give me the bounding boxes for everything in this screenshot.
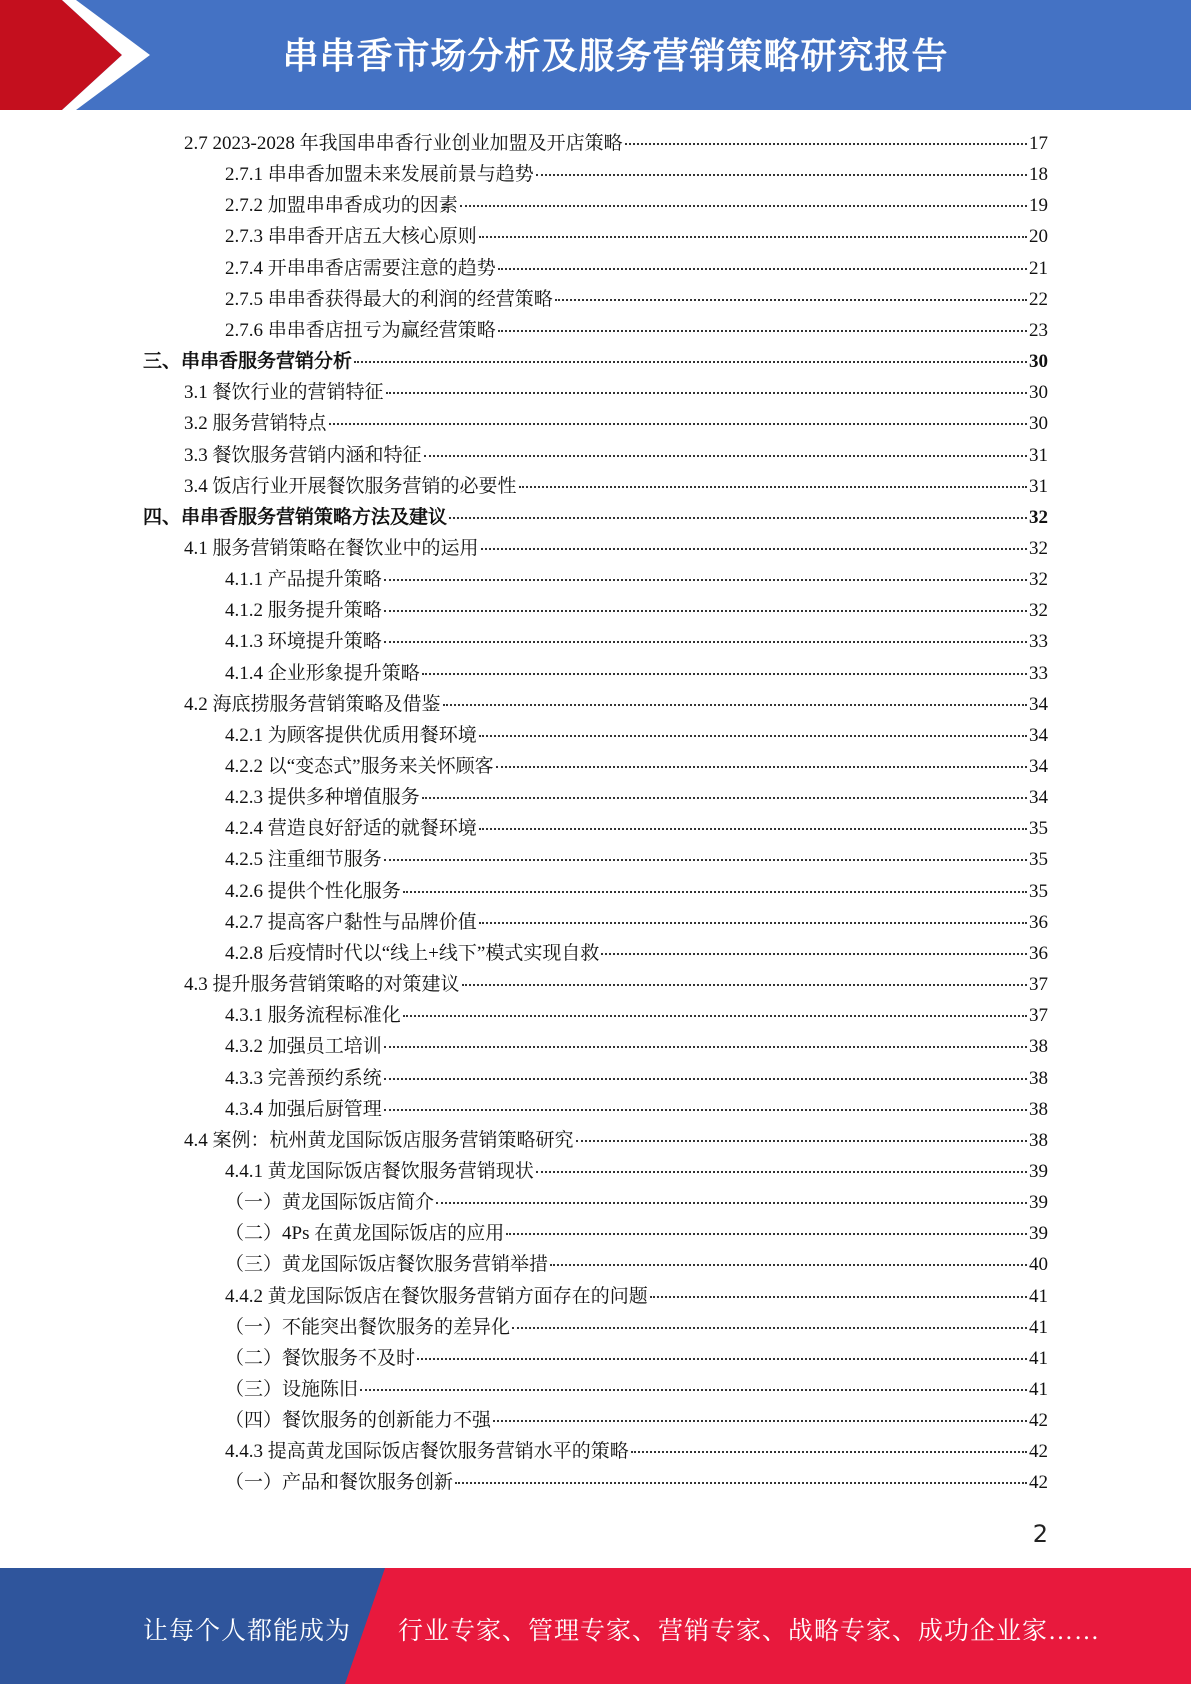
toc-dot-leader — [384, 858, 1027, 861]
report-title: 串串香市场分析及服务营销策略研究报告 — [282, 36, 949, 77]
toc-entry[interactable] — [225, 1405, 1048, 1436]
toc-entry-label: 4.3 提升服务营销策略的对策建议 — [184, 974, 460, 996]
toc-dot-leader — [422, 796, 1027, 799]
toc-entry[interactable] — [184, 969, 1048, 1000]
toc-dot-leader — [329, 422, 1027, 425]
toc-entry-label: 4.2.2 以“变态式”服务来关怀顾客 — [225, 756, 494, 777]
toc-entry[interactable] — [225, 595, 1048, 626]
toc-dot-leader — [479, 235, 1027, 238]
toc-entry-label: （四）餐饮服务的创新能力不强 — [225, 1410, 492, 1432]
toc-entry[interactable] — [184, 408, 1048, 439]
toc-dot-leader — [625, 142, 1027, 145]
toc-dot-leader — [384, 609, 1027, 612]
toc-entry[interactable] — [184, 440, 1048, 471]
toc-entry-label: 4.2.7 提高客户黏性与品牌价值 — [225, 911, 477, 933]
toc-entry-label: 2.7.3 串串香开店五大核心原则 — [225, 226, 477, 248]
toc-entry-page: 32 — [1029, 537, 1048, 559]
toc-entry-page: 17 — [1029, 133, 1048, 154]
toc-dot-leader — [384, 1108, 1027, 1111]
toc-entry[interactable] — [225, 1249, 1048, 1280]
toc-dot-leader — [443, 703, 1027, 706]
toc-entry-label: 4.2 海底捞服务营销策略及借鉴 — [184, 693, 441, 715]
toc-entry-page: 18 — [1029, 164, 1048, 186]
toc-dot-leader — [536, 173, 1027, 176]
toc-entry-label: 三、串串香服务营销分析 — [143, 351, 353, 373]
toc-entry[interactable] — [225, 1094, 1048, 1125]
toc-entry-label: 4.2.8 后疫情时代以“线上+线下”模式实现自救 — [225, 942, 600, 964]
toc-dot-leader — [631, 1450, 1027, 1453]
toc-entry-label: 4.1.4 企业形象提升策略 — [225, 662, 420, 684]
toc-entry-page: 32 — [1029, 506, 1048, 528]
toc-entry-label: 3.4 饭店行业开展餐饮服务营销的必要性 — [184, 475, 517, 497]
toc-entry-label: （一）黄龙国际饭店简介 — [225, 1192, 435, 1214]
toc-dot-leader — [403, 890, 1027, 893]
toc-entry-page: 31 — [1029, 475, 1048, 497]
toc-entry-label: 4.2.4 营造良好舒适的就餐环境 — [225, 818, 477, 840]
toc-entry-label: 4.1 服务营销策略在餐饮业中的运用 — [184, 537, 479, 559]
toc-dot-leader — [479, 921, 1027, 924]
toc-entry[interactable] — [225, 1436, 1048, 1467]
toc-entry-page: 35 — [1029, 818, 1048, 840]
toc-dot-leader — [360, 1388, 1027, 1391]
toc-dot-leader — [512, 1326, 1027, 1329]
toc-entry-page: 34 — [1029, 693, 1048, 715]
toc-entry-label: 4.2.5 注重细节服务 — [225, 849, 382, 871]
toc-entry-label: 2.7.4 开串串香店需要注意的趋势 — [225, 257, 496, 279]
toc-entry-label: 四、串串香服务营销策略方法及建议 — [143, 506, 448, 528]
toc-dot-leader — [449, 516, 1027, 519]
toc-entry[interactable] — [225, 253, 1048, 284]
toc-entry-page: 38 — [1029, 1098, 1048, 1120]
toc-entry-page: 41 — [1029, 1379, 1048, 1400]
toc-entry[interactable] — [225, 813, 1048, 844]
toc-entry-label: 4.3.3 完善预约系统 — [225, 1067, 382, 1089]
toc-dot-leader — [550, 1263, 1027, 1266]
toc-entry-label: 4.2.3 提供多种增值服务 — [225, 787, 420, 809]
toc-entry-page: 21 — [1029, 257, 1048, 279]
toc-dot-leader — [576, 1139, 1027, 1142]
toc-dot-leader — [601, 952, 1027, 955]
toc-entry[interactable] — [225, 190, 1048, 221]
toc-entry[interactable] — [225, 907, 1048, 938]
toc-entry-page: 34 — [1029, 787, 1048, 809]
toc-entry[interactable] — [225, 1031, 1048, 1062]
toc-dot-leader — [462, 983, 1027, 986]
toc-entry-label: 3.1 餐饮行业的营销特征 — [184, 382, 384, 404]
toc-dot-leader — [403, 1014, 1027, 1017]
toc-entry-page: 33 — [1029, 662, 1048, 684]
footer-slogan-right: 行业专家、管理专家、营销专家、战略专家、成功企业家…… — [398, 1618, 1101, 1645]
toc-dot-leader — [384, 578, 1027, 581]
toc-entry[interactable] — [225, 1218, 1048, 1249]
footer-slogan-left: 让每个人都能成为 — [143, 1618, 352, 1645]
toc-entry-label: 4.1.1 产品提升策略 — [225, 569, 382, 591]
toc-entry-page: 37 — [1029, 1005, 1048, 1027]
toc-entry-label: （三）设施陈旧 — [225, 1379, 359, 1400]
toc-dot-leader — [506, 1232, 1027, 1235]
toc-dot-leader — [650, 1295, 1027, 1298]
toc-entry-label: 4.4.1 黄龙国际饭店餐饮服务营销现状 — [225, 1160, 534, 1182]
toc-entry[interactable] — [225, 564, 1048, 595]
toc-entry-page: 30 — [1029, 351, 1048, 373]
toc-entry[interactable] — [225, 1000, 1048, 1031]
toc-entry[interactable] — [225, 1343, 1048, 1374]
toc-entry-page: 34 — [1029, 724, 1048, 746]
toc-entry-page: 39 — [1029, 1160, 1048, 1182]
toc-entry[interactable] — [225, 315, 1048, 346]
toc-entry-label: 2.7.5 串串香获得最大的利润的经营策略 — [225, 288, 553, 310]
toc-entry-page: 40 — [1029, 1254, 1048, 1276]
toc-entry-label: 2.7.1 串串香加盟未来发展前景与趋势 — [225, 164, 534, 186]
toc-entry[interactable] — [225, 1374, 1048, 1405]
toc-entry-page: 19 — [1029, 195, 1048, 217]
toc-entry-page: 42 — [1029, 1472, 1048, 1494]
toc-entry[interactable] — [143, 346, 1048, 377]
toc-entry[interactable] — [184, 689, 1048, 720]
toc-dot-leader — [479, 827, 1027, 830]
toc-dot-leader — [519, 485, 1027, 488]
toc-entry[interactable] — [225, 626, 1048, 657]
toc-entry-page: 35 — [1029, 880, 1048, 902]
toc-entry-label: （一）不能突出餐饮服务的差异化 — [225, 1316, 511, 1338]
toc-dot-leader — [460, 204, 1027, 207]
page-footer — [0, 1568, 1191, 1684]
toc-entry-label: 4.4.3 提高黄龙国际饭店餐饮服务营销水平的策略 — [225, 1441, 629, 1463]
toc-entry[interactable] — [184, 128, 1048, 159]
toc-entry-page: 30 — [1029, 382, 1048, 404]
toc-dot-leader — [424, 454, 1027, 457]
toc-entry[interactable] — [184, 1125, 1048, 1156]
toc-entry[interactable] — [225, 658, 1048, 689]
toc-entry-page: 41 — [1029, 1316, 1048, 1338]
toc-dot-leader — [455, 1481, 1027, 1484]
toc-dot-leader — [481, 547, 1027, 550]
page-header — [0, 0, 1191, 110]
toc-entry-label: （三）黄龙国际饭店餐饮服务营销举措 — [225, 1254, 549, 1276]
toc-dot-leader — [555, 298, 1027, 301]
toc-dot-leader — [496, 765, 1027, 768]
toc-entry-label: 4.1.3 环境提升策略 — [225, 631, 382, 653]
toc-entry[interactable] — [184, 377, 1048, 408]
toc-entry-label: （二）4Ps 在黄龙国际饭店的应用 — [225, 1223, 505, 1245]
toc-entry[interactable] — [225, 1467, 1048, 1498]
toc-entry-page: 33 — [1029, 631, 1048, 653]
toc-entry[interactable] — [225, 1281, 1048, 1312]
toc-entry[interactable] — [143, 502, 1048, 533]
toc-dot-leader — [384, 1077, 1027, 1080]
toc-entry-page: 38 — [1029, 1067, 1048, 1089]
toc-entry-label: 4.3.1 服务流程标准化 — [225, 1005, 401, 1027]
toc-entry-page: 31 — [1029, 444, 1048, 466]
toc-dot-leader — [384, 1045, 1027, 1048]
toc-entry[interactable] — [225, 720, 1048, 751]
toc-entry[interactable] — [225, 844, 1048, 875]
toc-entry-page: 35 — [1029, 849, 1048, 871]
toc-entry-page: 32 — [1029, 600, 1048, 622]
toc-dot-leader — [498, 329, 1027, 332]
toc-entry-page: 30 — [1029, 413, 1048, 435]
toc-entry-page: 41 — [1029, 1285, 1048, 1307]
toc-entry[interactable] — [225, 1312, 1048, 1343]
toc-dot-leader — [386, 391, 1027, 394]
toc-entry[interactable] — [225, 876, 1048, 907]
toc-entry-label: 4.1.2 服务提升策略 — [225, 600, 382, 622]
toc-entry-page: 36 — [1029, 942, 1048, 964]
toc-dot-leader — [498, 267, 1027, 270]
toc-entry-label: 3.2 服务营销特点 — [184, 413, 327, 435]
toc-dot-leader — [479, 734, 1027, 737]
toc-entry-label: 4.3.2 加强员工培训 — [225, 1036, 382, 1058]
toc-entry-label: 4.2.6 提供个性化服务 — [225, 880, 401, 902]
toc-entry-page: 41 — [1029, 1347, 1048, 1369]
toc-entry[interactable] — [225, 782, 1048, 813]
toc-dot-leader — [536, 1170, 1027, 1173]
toc-entry-page: 38 — [1029, 1036, 1048, 1058]
toc-entry-label: 4.2.1 为顾客提供优质用餐环境 — [225, 724, 477, 746]
toc-dot-leader — [493, 1419, 1027, 1422]
toc-dot-leader — [436, 1201, 1027, 1204]
toc-entry-page: 42 — [1029, 1441, 1048, 1463]
toc-entry-page: 20 — [1029, 226, 1048, 248]
toc-entry[interactable] — [225, 284, 1048, 315]
toc-entry-label: 4.4.2 黄龙国际饭店在餐饮服务营销方面存在的问题 — [225, 1285, 648, 1307]
toc-entry[interactable] — [225, 221, 1048, 252]
toc-entry[interactable] — [225, 751, 1048, 782]
toc-entry[interactable] — [184, 533, 1048, 564]
page-number: 2 — [1032, 1520, 1048, 1548]
toc-entry-page: 42 — [1029, 1410, 1048, 1432]
toc-entry-page: 36 — [1029, 911, 1048, 933]
toc-entry-page: 39 — [1029, 1223, 1048, 1245]
toc-entry-page: 37 — [1029, 974, 1048, 996]
toc-entry[interactable] — [184, 471, 1048, 502]
toc-entry-label: 3.3 餐饮服务营销内涵和特征 — [184, 444, 422, 466]
toc-entry-page: 38 — [1029, 1129, 1048, 1151]
toc-entry-label: （二）餐饮服务不及时 — [225, 1347, 416, 1369]
toc-dot-leader — [422, 672, 1027, 675]
toc-entry-page: 32 — [1029, 569, 1048, 591]
toc-entry-label: 4.3.4 加强后厨管理 — [225, 1098, 382, 1120]
toc-entry-label: 2.7.2 加盟串串香成功的因素 — [225, 195, 458, 217]
toc-entry-label: 4.4 案例：杭州黄龙国际饭店服务营销策略研究 — [184, 1129, 574, 1151]
toc-dot-leader — [354, 360, 1027, 363]
toc-entry-page: 22 — [1029, 288, 1048, 310]
toc-entry-label: 2.7 2023-2028 年我国串串香行业创业加盟及开店策略 — [184, 133, 623, 154]
toc-entry-label: 2.7.6 串串香店扭亏为赢经营策略 — [225, 319, 496, 341]
toc-entry[interactable] — [225, 938, 1048, 969]
toc-entry[interactable] — [225, 1156, 1048, 1187]
toc-entry[interactable] — [225, 159, 1048, 190]
toc-entry-page: 34 — [1029, 756, 1048, 777]
toc-entry-page: 39 — [1029, 1192, 1048, 1214]
toc-entry[interactable] — [225, 1063, 1048, 1094]
toc-entry-page: 23 — [1029, 319, 1048, 341]
toc-entry[interactable] — [225, 1187, 1048, 1218]
toc-dot-leader — [384, 640, 1027, 643]
toc-dot-leader — [417, 1357, 1027, 1360]
toc-entry-label: （一）产品和餐饮服务创新 — [225, 1472, 454, 1494]
